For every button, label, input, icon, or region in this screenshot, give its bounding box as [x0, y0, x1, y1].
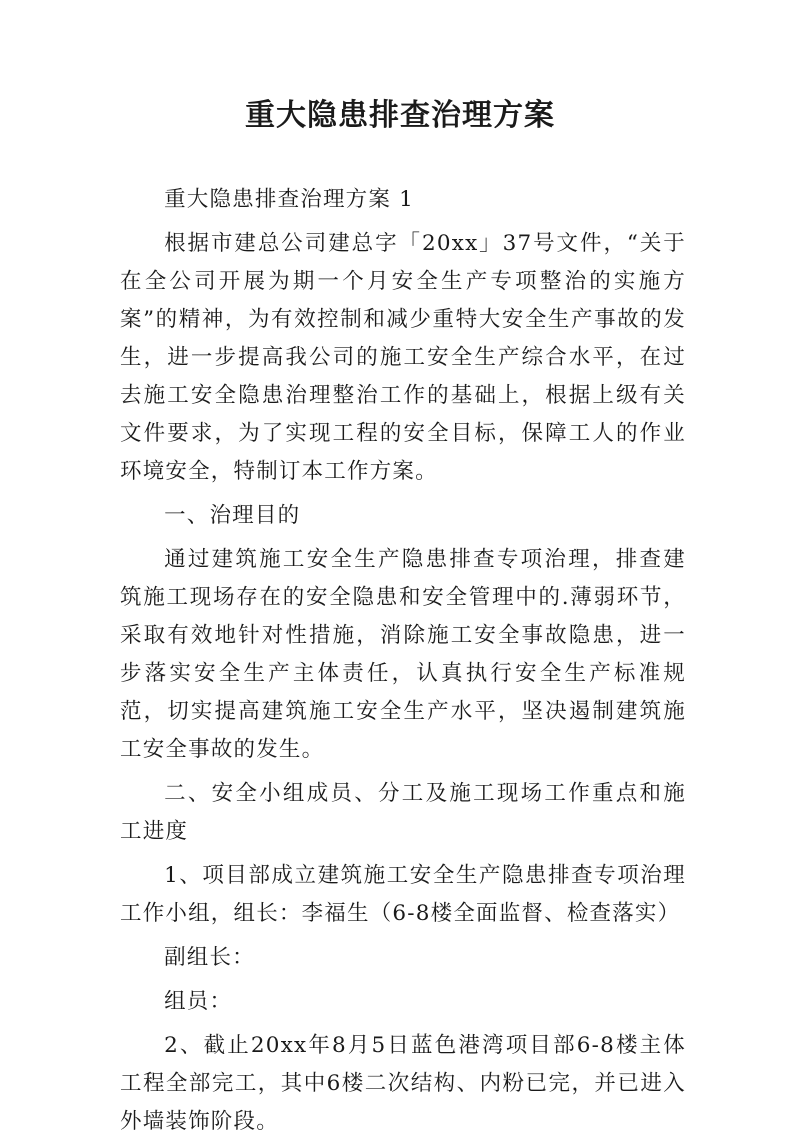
- document-title: 重大隐患排查治理方案: [245, 98, 555, 133]
- section-heading-team: 二、安全小组成员、分工及施工现场工作重点和施工进度: [120, 781, 686, 844]
- document-body: [120, 181, 686, 1147]
- paragraph-members: 组员：: [164, 989, 233, 1014]
- paragraph-progress: 2、截止20xx年8月5日蓝色港湾项目部6-8楼主体工程全部完工，其中6楼二次结构、内粉已完，并已进入外墙装饰阶段。: [120, 1033, 686, 1134]
- section-heading-plan-1: 重大隐患排查治理方案 1: [164, 187, 414, 212]
- paragraph-purpose: 通过建筑施工安全生产隐患排查专项治理，排查建筑施工现场存在的安全隐患和安全管理中的.薄弱环节，采取有效地针对性措施，消除施工安全事故隐患，进一步落实安全生产主体责任，认真执行安全生产标准规范，切实提高建筑施工安全生产水平，坚决遏制建筑施工安全事故的发生。: [120, 547, 686, 762]
- paragraph-deputy-leader: 副组长：: [164, 945, 255, 970]
- paragraph-background: 根据市建总公司建总字「20xx」37号文件，“关于在全公司开展为期一个月安全生产专项整治的实施方案”的精神，为有效控制和减少重特大安全生产事故的发生，进一步提高我公司的施工安全生产综合水平，在过去施工安全隐患治理整治工作的基础上，根据上级有关文件要求，为了实现工程的安全目标，保障工人的作业环境安全，特制订本工作方案。: [120, 231, 686, 484]
- section-heading-purpose: 一、治理目的: [164, 503, 301, 528]
- paragraph-team-leader: 1、项目部成立建筑施工安全生产隐患排查专项治理工作小组，组长：李福生（6-8楼全面监督、检查落实）: [120, 863, 686, 926]
